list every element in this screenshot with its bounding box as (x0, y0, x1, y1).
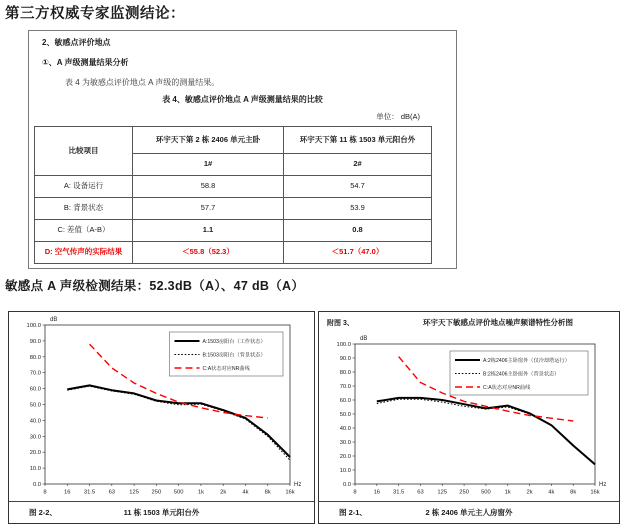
svg-text:8k: 8k (570, 489, 577, 496)
table-title: 表 4、敏感点评价地点 A 声级测量结果的比较 (162, 95, 323, 104)
svg-text:0.0: 0.0 (32, 482, 41, 488)
svg-text:0.0: 0.0 (342, 482, 351, 488)
row-value-2: 0.8 (284, 220, 432, 242)
figure-label: 图 2-2、 (29, 508, 57, 517)
svg-text:40.0: 40.0 (29, 418, 41, 425)
svg-text:2k: 2k (220, 489, 227, 496)
svg-text:60.0: 60.0 (339, 398, 351, 404)
result-summary: 敏感点 A 声级检测结果：52.3dB（A）、47 dB（A） (5, 279, 305, 293)
chart-caption: 11 栋 1503 单元阳台外 (123, 508, 200, 517)
chart-box-1503-balcony (8, 311, 315, 524)
table-header-row (35, 127, 432, 154)
subsection-heading: ①、A 声级测量结果分析 (42, 58, 129, 67)
svg-text:250: 250 (151, 489, 162, 496)
row-label: C: 差值（A-B） (35, 220, 133, 242)
header-location-2: 环宇天下第 11 栋 1503 单元阳台外 (284, 127, 432, 154)
svg-text:dB: dB (360, 336, 368, 342)
table-row-c (35, 220, 432, 242)
chart-caption-row (9, 501, 314, 523)
svg-text:40.0: 40.0 (339, 426, 351, 432)
svg-text:90.0: 90.0 (339, 356, 351, 362)
svg-text:100.0: 100.0 (336, 342, 351, 348)
svg-text:16k: 16k (285, 489, 295, 496)
svg-text:B:1503房阳台（背景状态）: B:1503房阳台（背景状态） (202, 352, 266, 359)
svg-text:8k: 8k (264, 489, 271, 496)
header-point-2: 2# (284, 154, 432, 176)
svg-text:500: 500 (481, 489, 491, 496)
table-row-b (35, 198, 432, 220)
noise-spectrum-chart-left (9, 312, 314, 501)
svg-text:31.5: 31.5 (83, 489, 96, 496)
svg-text:31.5: 31.5 (392, 489, 405, 496)
svg-text:2k: 2k (526, 489, 533, 496)
noise-spectrum-chart-right (319, 331, 619, 501)
svg-text:50.0: 50.0 (29, 402, 41, 409)
header-point-1: 1# (133, 154, 284, 176)
svg-text:20.0: 20.0 (339, 454, 351, 460)
header-compare-items: 比较项目 (35, 127, 133, 176)
svg-text:30.0: 30.0 (339, 440, 351, 446)
figure-label: 图 2-1、 (339, 508, 367, 517)
svg-text:16: 16 (64, 489, 71, 496)
svg-text:8: 8 (353, 489, 357, 496)
svg-text:80.0: 80.0 (339, 370, 351, 376)
row-value-1: 57.7 (133, 198, 284, 220)
intro-text: 表 4 为敏感点评价地点 A 声级的测量结果。 (65, 78, 220, 87)
svg-text:125: 125 (129, 489, 139, 496)
svg-text:A:1503房阳台（工作状态）: A:1503房阳台（工作状态） (202, 339, 266, 345)
row-value-1: ＜55.8（52.3） (133, 242, 284, 264)
svg-text:10.0: 10.0 (29, 466, 41, 473)
svg-text:63: 63 (417, 489, 424, 496)
svg-text:16k: 16k (590, 489, 600, 496)
svg-text:63: 63 (108, 489, 116, 496)
table-row-d (35, 242, 432, 264)
svg-text:B:2栋2406主卧窗外（背景状态）: B:2栋2406主卧窗外（背景状态） (483, 371, 560, 378)
chart-header-row (319, 312, 619, 331)
svg-text:125: 125 (437, 489, 448, 496)
row-label: A: 设备运行 (35, 176, 133, 198)
chart-box-2406-window (318, 311, 620, 524)
svg-text:60.0: 60.0 (29, 386, 41, 393)
svg-text:90.0: 90.0 (29, 338, 41, 345)
svg-text:100.0: 100.0 (26, 323, 41, 329)
page-title: 第三方权威专家监测结论： (5, 6, 185, 22)
report-excerpt-box (28, 30, 457, 269)
svg-text:50.0: 50.0 (339, 412, 351, 418)
row-value-2: 54.7 (284, 176, 432, 198)
unit-label: 单位： dB(A) (376, 112, 420, 121)
chart-caption-row (319, 501, 619, 523)
row-value-2: 53.9 (284, 198, 432, 220)
svg-text:16: 16 (373, 489, 381, 496)
row-value-1: 1.1 (133, 220, 284, 242)
svg-text:8: 8 (43, 489, 47, 496)
section-heading: 2、敏感点评价地点 (42, 38, 111, 47)
attached-figure-label: 附图 3、 (327, 319, 354, 327)
chart-title: 环宇天下敏感点评价地点噪声频谱特性分析图 (423, 318, 573, 327)
svg-text:Hz: Hz (599, 482, 607, 488)
row-value-1: 58.8 (133, 176, 284, 198)
header-location-1: 环宇天下第 2 栋 2406 单元主卧 (133, 127, 284, 154)
svg-text:250: 250 (459, 489, 469, 496)
svg-text:Hz: Hz (294, 482, 302, 488)
svg-text:4k: 4k (242, 489, 249, 496)
svg-text:dB: dB (50, 317, 58, 323)
svg-text:80.0: 80.0 (29, 354, 41, 361)
svg-text:C:A状态对应NR曲线: C:A状态对应NR曲线 (483, 385, 531, 391)
comparison-table (34, 126, 432, 264)
svg-text:1k: 1k (504, 489, 511, 496)
svg-text:C:A状态对应NR曲线: C:A状态对应NR曲线 (202, 366, 250, 372)
svg-text:30.0: 30.0 (29, 434, 41, 441)
svg-text:1k: 1k (197, 489, 204, 496)
row-label: B: 背景状态 (35, 198, 133, 220)
svg-text:4k: 4k (548, 489, 555, 496)
row-value-2: ＜51.7（47.0） (284, 242, 432, 264)
table-row-a (35, 176, 432, 198)
svg-text:500: 500 (173, 489, 184, 496)
row-label: D: 空气传声的实际结果 (35, 242, 133, 264)
svg-text:70.0: 70.0 (339, 384, 351, 390)
svg-text:10.0: 10.0 (339, 468, 351, 474)
svg-text:20.0: 20.0 (29, 450, 41, 457)
chart-caption: 2 栋 2406 单元主人房窗外 (425, 508, 513, 517)
svg-text:A:2栋2406主卧窗外（仅冷却塔运行）: A:2栋2406主卧窗外（仅冷却塔运行） (483, 358, 570, 364)
svg-text:70.0: 70.0 (29, 370, 41, 377)
